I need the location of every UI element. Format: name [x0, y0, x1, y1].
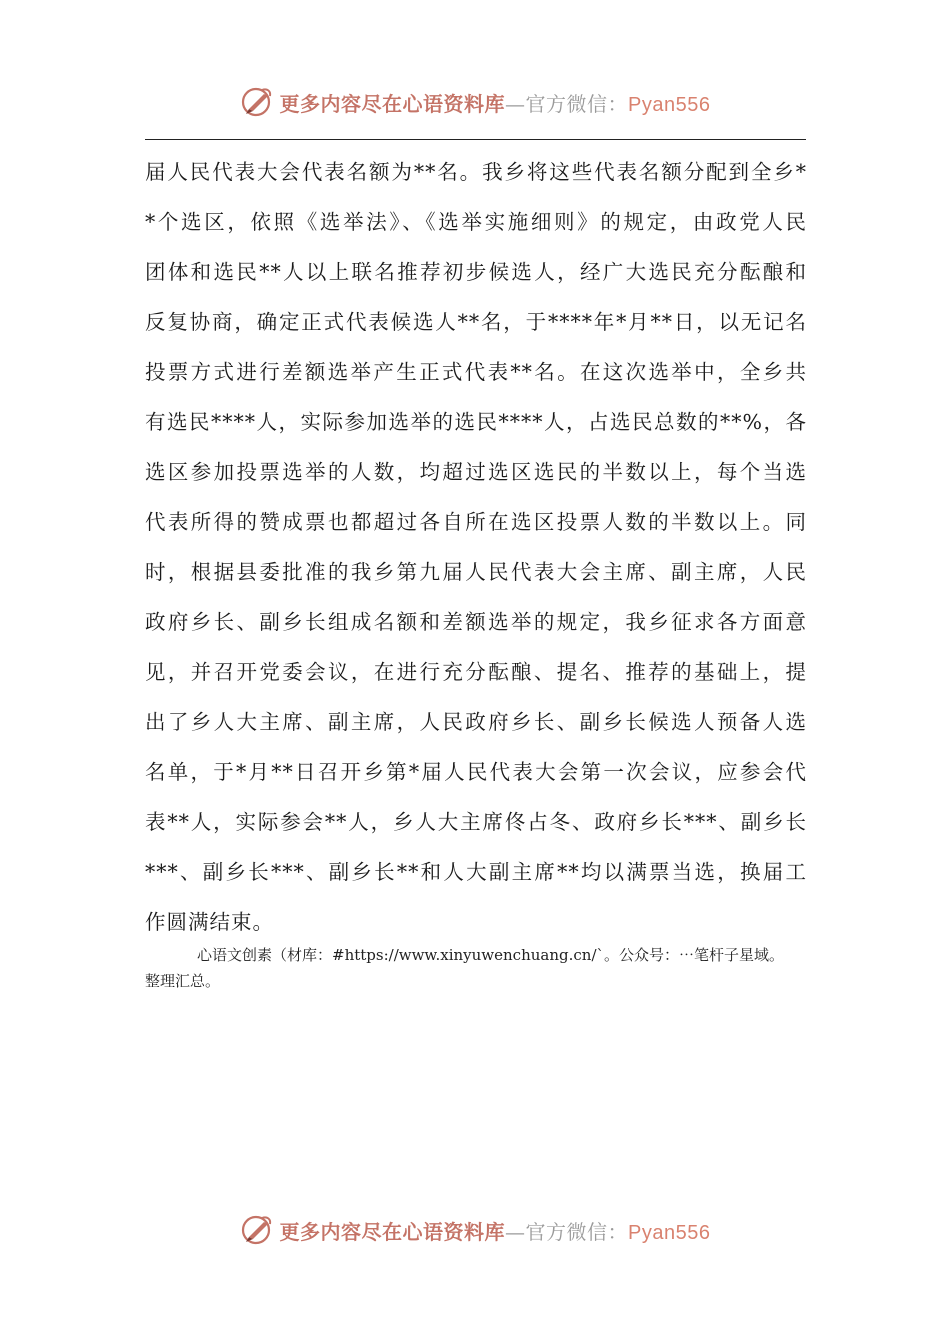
banner-text — [280, 1216, 711, 1245]
footer-banner — [0, 1208, 950, 1252]
body-line: 出了乡人大主席、副主席，人民政府乡长、副乡长候选人预备人选 — [145, 710, 807, 734]
pen-logo-icon — [240, 1212, 276, 1248]
body-line: 反复协商，确定正式代表候选人**名，于****年*月**日，以无记名 — [145, 310, 807, 334]
pen-logo-icon — [240, 84, 276, 120]
body-line: *个选区，依照《选举法》、《选举实施细则》的规定，由政党人民 — [145, 210, 807, 234]
body-line: 政府乡长、副乡长组成名额和差额选举的规定，我乡征求各方面意 — [145, 610, 807, 634]
banner-site-name: 更多内容尽在心语资料库 — [279, 91, 506, 116]
source-note-line: 心语文创素（材库：#https://www.xinyuwenchuang.cn/`。公众号：⋯笔杆子星域。 — [197, 946, 784, 964]
body-line: 选区参加投票选举的人数，均超过选区选民的半数以上，每个当选 — [145, 460, 807, 484]
body-line: 见，并召开党委会议，在进行充分酝酿、提名、推荐的基础上，提 — [145, 660, 807, 684]
banner-text — [280, 88, 711, 117]
banner-site-name: 更多内容尽在心语资料库 — [279, 1219, 506, 1244]
body-line: 作圆满结束。 — [145, 910, 274, 934]
source-note-line: 整理汇总。 — [145, 972, 221, 990]
banner-wechat-id: Pyan556 — [628, 93, 711, 116]
banner-wechat-id: Pyan556 — [628, 1221, 711, 1244]
body-line: 时，根据县委批准的我乡第九届人民代表大会主席、副主席，人民 — [145, 560, 807, 584]
body-line: 表**人，实际参会**人，乡人大主席佟占冬、政府乡长***、副乡长 — [145, 810, 807, 834]
body-line: 届人民代表大会代表名额为**名。我乡将这些代表名额分配到全乡* — [145, 160, 807, 184]
document-body — [145, 147, 807, 947]
body-line: 名单，于*月**日召开乡第*届人民代表大会第一次会议，应参会代 — [145, 760, 807, 784]
banner-wechat-label: —官方微信： — [505, 1219, 629, 1244]
body-line: ***、副乡长***、副乡长**和人大副主席**均以满票当选，换届工 — [145, 860, 807, 884]
header-banner — [0, 80, 950, 124]
header-divider — [145, 139, 806, 140]
banner-wechat-label: —官方微信： — [505, 91, 629, 116]
source-note — [145, 942, 810, 994]
body-line: 投票方式进行差额选举产生正式代表**名。在这次选举中，全乡共 — [145, 360, 807, 384]
body-line: 代表所得的赞成票也都超过各自所在选区投票人数的半数以上。同 — [145, 510, 807, 534]
body-line: 团体和选民**人以上联名推荐初步候选人，经广大选民充分酝酿和 — [145, 260, 807, 284]
body-line: 有选民****人，实际参加选举的选民****人，占选民总数的**%，各 — [145, 410, 807, 434]
